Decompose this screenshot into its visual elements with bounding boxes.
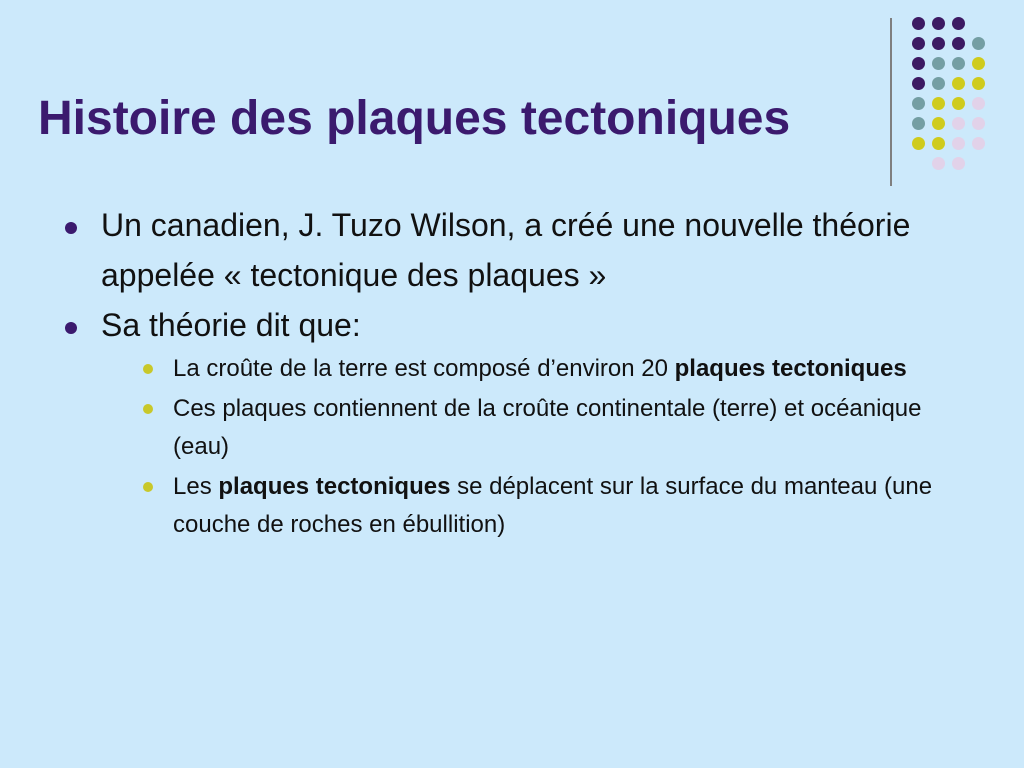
sub-bullet-dot-icon — [143, 482, 153, 492]
decorative-dot — [952, 117, 965, 130]
decorative-dot — [952, 97, 965, 110]
decorative-dot — [912, 77, 925, 90]
decorative-dot — [952, 137, 965, 150]
bullet-item — [60, 300, 960, 350]
decorative-dot — [952, 37, 965, 50]
decorative-dot — [932, 77, 945, 90]
decorative-dot — [972, 97, 985, 110]
sub-bullet-text-plain: se déplacent sur la surface du manteau (une couche de roches en ébullition) — [173, 473, 933, 538]
slide-body — [60, 200, 960, 546]
bullet-text: Un canadien, J. Tuzo Wilson, a créé une nouvelle théorie appelée « tectonique des plaques » — [101, 207, 911, 293]
decorative-dot — [952, 157, 965, 170]
sub-bullet-item — [173, 390, 960, 466]
sub-bullet-text-plain: Ces plaques contiennent de la croûte continentale (terre) et océanique (eau) — [173, 395, 922, 460]
bullet-dot-icon — [65, 322, 77, 334]
sub-bullet-dot-icon — [143, 364, 153, 374]
bullet-item — [60, 200, 960, 300]
sub-bullet-text-bold: plaques tectoniques — [218, 473, 451, 500]
sub-bullet-text-bold: plaques tectoniques — [674, 355, 907, 382]
sub-bullet-dot-icon — [143, 404, 153, 414]
decorative-dot — [952, 77, 965, 90]
sub-bullet-item — [173, 350, 960, 388]
decorative-dot — [912, 57, 925, 70]
decorative-dot — [912, 137, 925, 150]
decorative-dot — [912, 97, 925, 110]
bullet-dot-icon — [65, 222, 77, 234]
decorative-dot — [912, 17, 925, 30]
sub-bullet-item — [173, 468, 960, 544]
decorative-dot — [912, 37, 925, 50]
decorative-dot — [952, 57, 965, 70]
bullet-text: Sa théorie dit que: — [101, 307, 361, 343]
decorative-dot — [972, 77, 985, 90]
sub-bullet-text — [173, 390, 960, 466]
slide-title: Histoire des plaques tectoniques — [38, 92, 791, 145]
divider-line — [890, 18, 892, 186]
sub-bullet-text-plain: Les — [173, 473, 219, 500]
decorative-dot — [972, 37, 985, 50]
decorative-dot — [932, 37, 945, 50]
sub-bullet-text-plain: La croûte de la terre est composé d’environ 20 — [173, 355, 675, 382]
decorative-dot — [932, 17, 945, 30]
decorative-dot — [932, 117, 945, 130]
sub-bullet-text — [173, 468, 960, 544]
decorative-dot — [952, 17, 965, 30]
decorative-dot — [972, 117, 985, 130]
decorative-dot — [932, 97, 945, 110]
sub-bullet-list — [60, 350, 960, 544]
decorative-dot — [932, 157, 945, 170]
decorative-dot — [932, 137, 945, 150]
decorative-dot-grid — [900, 12, 1020, 172]
decorative-dot — [972, 57, 985, 70]
decorative-dot — [912, 117, 925, 130]
decorative-dot — [972, 137, 985, 150]
sub-bullet-text — [173, 350, 960, 388]
decorative-dot — [932, 57, 945, 70]
